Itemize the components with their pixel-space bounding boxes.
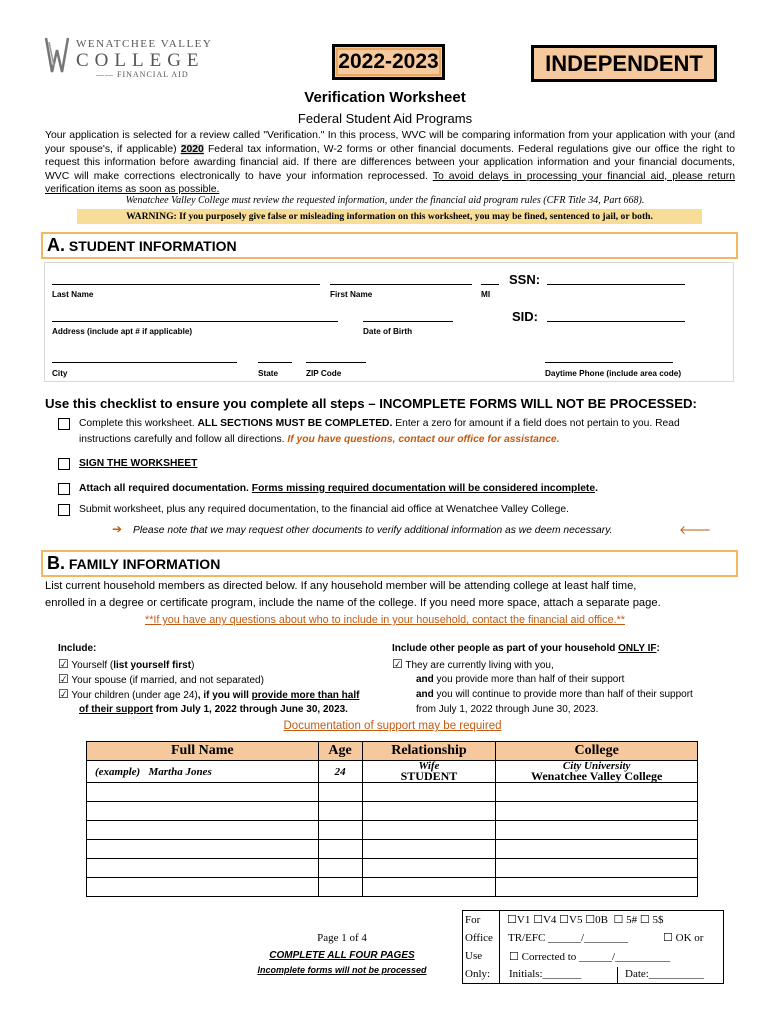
checked-box-icon: ☑ — [58, 657, 69, 671]
family-instructions: List current household members as directed below. If any household member will be attending college at least half time, enrolled in a degree or certificate program, include the name of the college. If you need more space, attach a separate page. — [45, 580, 661, 609]
include-spouse: ☑ Your spouse (if married, and not separated) — [58, 672, 264, 686]
page-subtitle: Federal Student Aid Programs — [297, 111, 473, 126]
checked-box-icon: ☑ — [58, 687, 69, 701]
checklist-checkbox-sign[interactable] — [58, 458, 70, 470]
header-college: College — [496, 742, 698, 761]
checklist-item-complete: Complete this worksheet. ALL SECTIONS MUST BE COMPLETED. Enter a zero for amount if a field does not pertain to you. Read instructions carefully and follow all directions. If you have questions, contact our office for assistance. — [79, 418, 680, 445]
ssn-field[interactable] — [547, 284, 685, 285]
last-name-field[interactable] — [52, 284, 320, 285]
sid-label: SID: — [512, 309, 538, 324]
household-table — [86, 741, 698, 897]
city-field[interactable] — [52, 362, 237, 363]
include-children-cont: of their support from July 1, 2022 through June 30, 2023. — [79, 704, 348, 715]
corrected-field[interactable]: ☐ Corrected to ______/__________ — [509, 951, 671, 963]
documentation-note: Documentation of support may be required — [283, 720, 502, 732]
warning-banner: WARNING: If you purposely give false or misleading information on this worksheet, you may be fined, sentenced to jail, or both. — [77, 209, 702, 224]
include-children: ☑ Your children (under age 24), if you will provide more than half — [58, 687, 360, 701]
page-number: Page 1 of 4 — [317, 932, 367, 944]
mi-field[interactable] — [481, 284, 499, 285]
include-self: ☑ Yourself (list yourself first) — [58, 657, 195, 671]
checklist-checkbox-attach[interactable] — [58, 483, 70, 495]
section-b-header: B. FAMILY INFORMATION — [41, 550, 738, 577]
other-condition-2: and you provide more than half of their support — [416, 674, 625, 685]
first-name-label: First Name — [330, 290, 373, 299]
other-condition-1: ☑ They are currently living with you, — [392, 657, 554, 671]
address-label: Address (include apt # if applicable) — [52, 327, 193, 336]
checklist-item-sign: SIGN THE WORKSHEET — [79, 458, 198, 469]
last-name-label: Last Name — [52, 290, 94, 299]
family-contact-note: **If you have any questions about who to include in your household, contact the financial aid office.** — [145, 614, 625, 626]
office-use-label: For Office Use Only: — [463, 911, 500, 983]
verification-codes[interactable]: ☐V1 ☐V4 ☐V5 ☐0B ☐ 5# ☐ 5$ — [507, 914, 664, 926]
include-label: Include: — [58, 643, 97, 654]
table-row — [87, 878, 698, 897]
header-full-name: Full Name — [87, 742, 319, 761]
sid-field[interactable] — [547, 321, 685, 322]
example-row — [87, 761, 698, 783]
logo-line1: WENATCHEE VALLEY — [76, 38, 213, 50]
ok-checkbox[interactable]: ☐ OK or — [663, 932, 704, 944]
ssn-label: SSN: — [509, 272, 541, 287]
college-logo-icon — [44, 36, 70, 76]
zip-label: ZIP Code — [306, 369, 342, 378]
logo-line2: COLLEGE — [76, 50, 205, 71]
city-label: City — [52, 369, 68, 378]
phone-label: Daytime Phone (include area code) — [545, 369, 682, 378]
section-a-header: A. STUDENT INFORMATION — [41, 232, 738, 259]
checklist-heading: Use this checklist to ensure you complete all steps – INCOMPLETE FORMS WILL NOT BE PROCESSED: — [45, 396, 697, 411]
award-year-badge: 2022-2023 — [332, 44, 445, 80]
intro-paragraph: Your application is selected for a review called "Verification." In this process, WVC will be comparing information from your application with your (and your spouse's, if applicable) 2020 Federal tax information, W-2 forms or other financial documents. Federal regulations give our office the right to request this information before awarding financial aid. If there are differences between your application information and your financial documents, WVC will make corrections electronically to have your information reprocessed. To avoid delays in processing your financial aid, please return verification items as soon as possible. — [45, 130, 735, 196]
example-rel-cell: Wife STUDENT — [362, 761, 496, 783]
other-condition-3: and you will continue to provide more than half of their support — [416, 689, 693, 700]
checklist-checkbox-complete[interactable] — [58, 418, 70, 430]
office-use-box — [462, 910, 724, 984]
include-other-label: Include other people as part of your household ONLY IF: — [392, 643, 660, 654]
initials-field[interactable]: Initials:_______ — [509, 968, 582, 980]
checklist-checkbox-submit[interactable] — [58, 504, 70, 516]
date-field[interactable]: Date:__________ — [625, 968, 704, 980]
arrow-left-icon: 🡐 — [679, 523, 712, 537]
table-row — [87, 783, 698, 802]
zip-field[interactable] — [306, 362, 366, 363]
checklist-note: Please note that we may request other documents to verify additional information as we deem necessary. — [133, 525, 613, 536]
student-info-box — [44, 262, 734, 382]
tax-year: 2020 — [180, 143, 204, 155]
arrow-right-icon: ➔ — [112, 522, 123, 536]
checklist-item-submit: Submit worksheet, plus any required documentation, to the financial aid office at Wenatchee Valley College. — [79, 504, 569, 515]
checklist-item-attach: Attach all required documentation. Forms missing required documentation will be considered incomplete. — [79, 483, 598, 494]
state-field[interactable] — [258, 362, 292, 363]
state-label: State — [258, 369, 279, 378]
phone-field[interactable] — [545, 362, 673, 363]
review-notice: Wenatchee Valley College must review the requested information, under the financial aid program rules (CFR Title 34, Part 668). — [125, 195, 645, 206]
example-college-cell: City University Wenatchee Valley College — [496, 761, 698, 783]
mi-label: MI — [481, 290, 491, 299]
example-name-cell: (example) Martha Jones — [87, 761, 319, 783]
table-row — [87, 859, 698, 878]
table-row — [87, 821, 698, 840]
table-row — [87, 840, 698, 859]
incomplete-warning: Incomplete forms will not be processed — [257, 965, 427, 975]
page-title: Verification Worksheet — [304, 89, 466, 106]
intro-underlined: To avoid delays in processing your financial aid, please return verification items as soon as possible. — [45, 170, 735, 196]
status-badge: INDEPENDENT — [531, 45, 717, 82]
tr-efc-field[interactable]: TR/EFC ______/________ — [508, 932, 629, 944]
table-header-row — [87, 742, 698, 761]
logo-line3: —— FINANCIAL AID — [96, 70, 189, 79]
complete-all-pages: COMPLETE ALL FOUR PAGES — [269, 950, 415, 961]
header-age: Age — [318, 742, 362, 761]
header-relationship: Relationship — [362, 742, 496, 761]
table-row — [87, 802, 698, 821]
dob-field[interactable] — [363, 321, 453, 322]
example-age-cell: 24 — [318, 761, 362, 783]
first-name-field[interactable] — [330, 284, 472, 285]
dob-label: Date of Birth — [363, 327, 413, 336]
checked-box-icon: ☑ — [392, 657, 403, 671]
other-condition-4: from July 1, 2022 through June 30, 2023. — [416, 704, 599, 715]
address-field[interactable] — [52, 321, 338, 322]
checked-box-icon: ☑ — [58, 672, 69, 686]
